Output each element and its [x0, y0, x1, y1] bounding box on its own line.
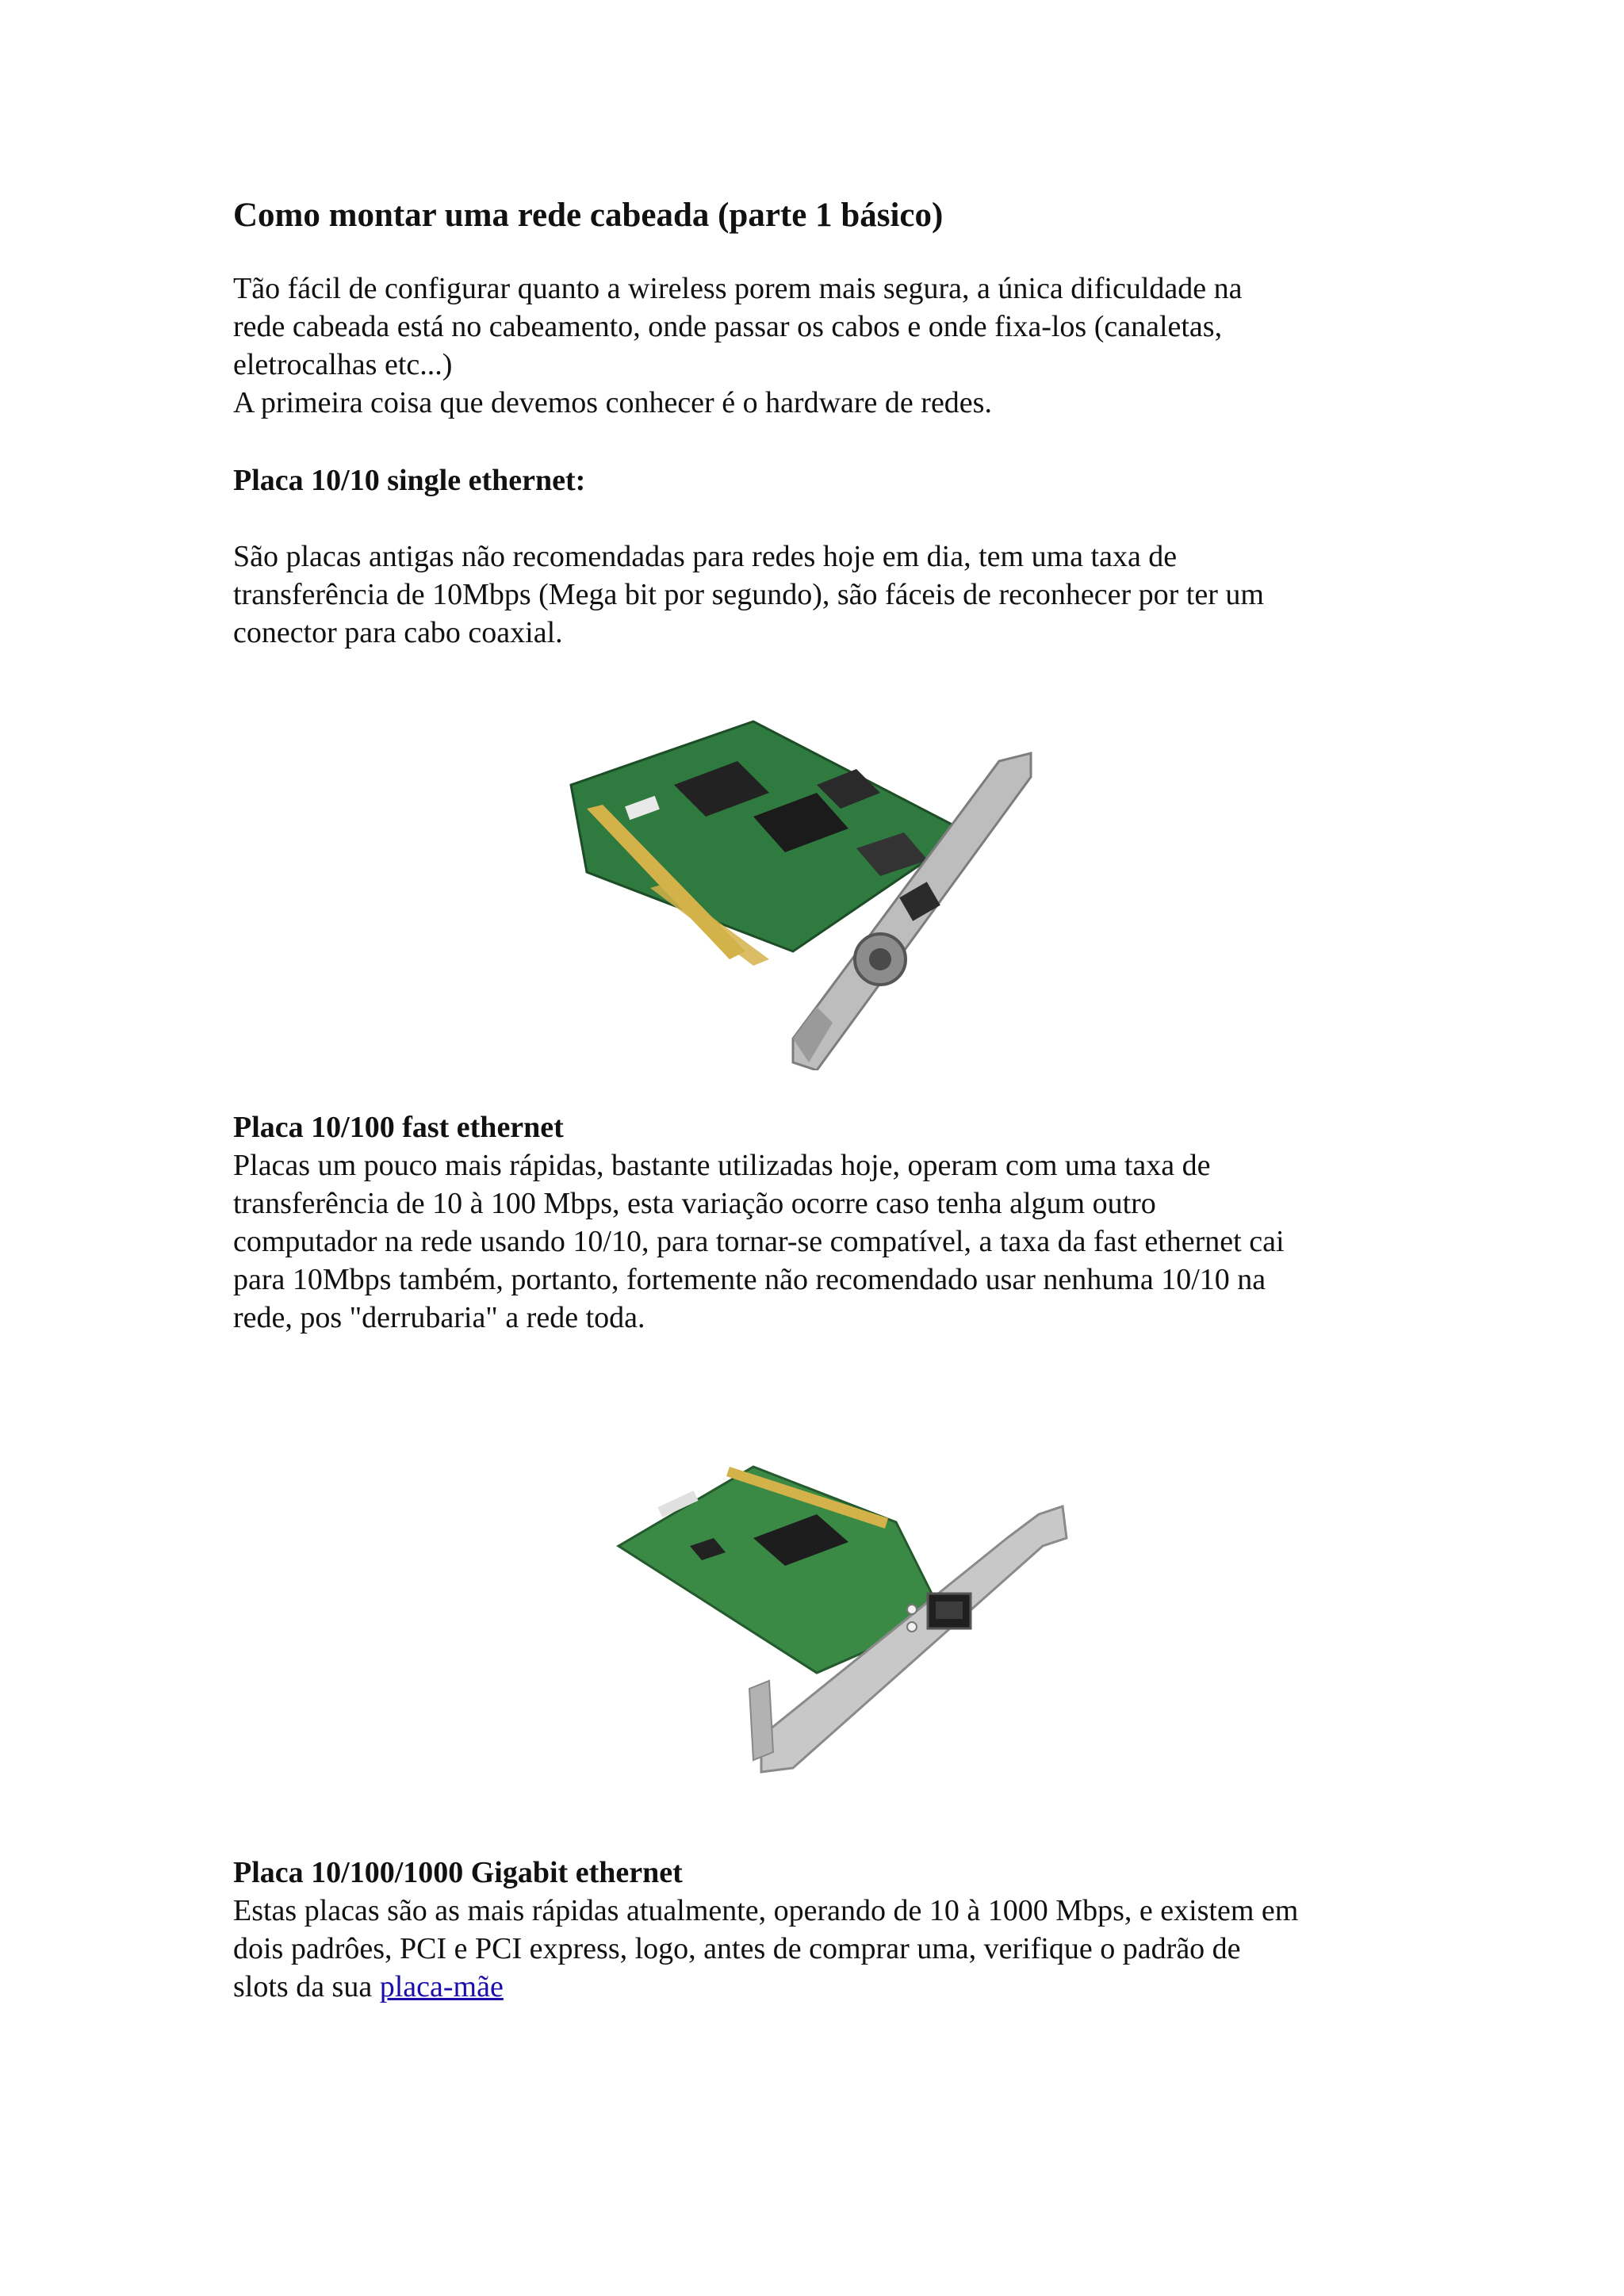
- paragraph-line-prefix: slots da sua: [233, 1970, 380, 2003]
- section-heading-10-100: Placa 10/100 fast ethernet: [233, 1111, 564, 1144]
- section-10-10-paragraph: [233, 538, 1407, 652]
- paragraph-line: São placas antigas não recomendadas para redes hoje em dia, tem uma taxa de: [233, 540, 1178, 573]
- intro-line: rede cabeada está no cabeamento, onde passar os cabos e onde fixa-los (canaletas,: [233, 310, 1223, 343]
- paragraph-line: transferência de 10Mbps (Mega bit por segundo), são fáceis de reconhecer por ter um: [233, 578, 1264, 611]
- section-gigabit-paragraph: [233, 1892, 1407, 2006]
- paragraph-line: transferência de 10 à 100 Mbps, esta variação ocorre caso tenha algum outro: [233, 1187, 1156, 1220]
- paragraph-line: Placas um pouco mais rápidas, bastante utilizadas hoje, operam com uma taxa de: [233, 1149, 1211, 1182]
- intro-line: eletrocalhas etc...): [233, 348, 453, 381]
- section-heading-gigabit: Placa 10/100/1000 Gigabit ethernet: [233, 1856, 683, 1889]
- intro-line: A primeira coisa que devemos conhecer é o hardware de redes.: [233, 386, 992, 419]
- section-heading-10-10: Placa 10/10 single ethernet:: [233, 464, 586, 497]
- section-10-100-paragraph: [233, 1146, 1407, 1337]
- paragraph-line: computador na rede usando 10/10, para tornar-se compatível, a taxa da fast ethernet cai: [233, 1225, 1285, 1258]
- paragraph-line: dois padrôes, PCI e PCI express, logo, antes de comprar uma, verifique o padrão de: [233, 1932, 1241, 1965]
- network-card-10-100-image: [611, 1451, 1078, 1800]
- intro-line: Tão fácil de configurar quanto a wireless porem mais segura, a única dificuldade na: [233, 272, 1243, 305]
- page-title: Como montar uma rede cabeada (parte 1 básico): [233, 197, 944, 234]
- placa-mae-link[interactable]: placa-mãe: [379, 1970, 504, 2003]
- paragraph-line: conector para cabo coaxial.: [233, 616, 563, 649]
- network-card-10-10-image: [555, 690, 1078, 1070]
- paragraph-line: Estas placas são as mais rápidas atualmente, operando de 10 à 1000 Mbps, e existem em: [233, 1894, 1299, 1927]
- paragraph-line: para 10Mbps também, portanto, fortemente não recomendado usar nenhuma 10/10 na: [233, 1263, 1266, 1296]
- intro-paragraph: [233, 270, 1407, 422]
- paragraph-line: rede, pos "derrubaria" a rede toda.: [233, 1301, 645, 1334]
- paragraph-line-with-link: [233, 1968, 1407, 2006]
